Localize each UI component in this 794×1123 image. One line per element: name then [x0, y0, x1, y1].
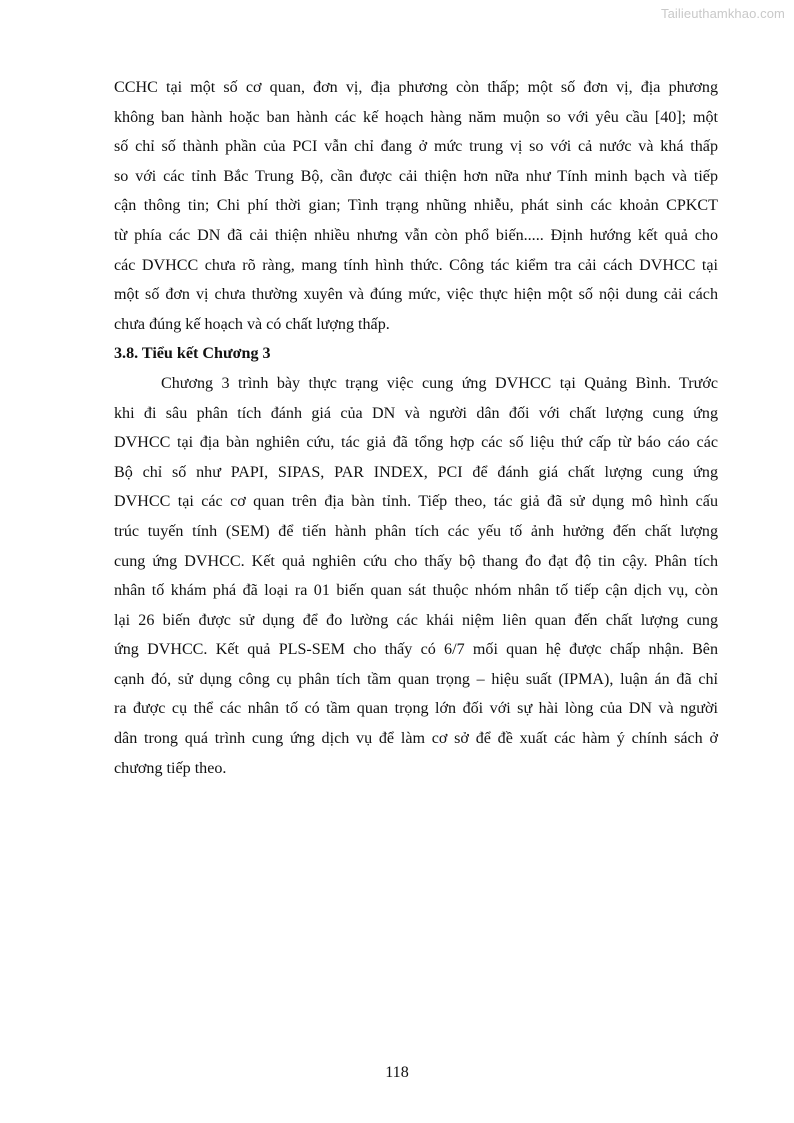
page-number: 118: [385, 1064, 409, 1081]
text-line: không ban hành hoặc ban hành các kế hoạch hàng năm muộn so với yêu cầu [40]; một: [114, 108, 718, 126]
page-body: [114, 73, 718, 783]
text-line: Bộ chỉ số như PAPI, SIPAS, PAR INDEX, PCI để đánh giá chất lượng cung ứng: [114, 463, 718, 481]
text-line: nhân tố khám phá đã loại ra 01 biến quan sát thuộc nhóm nhân tố tiếp cận dịch vụ, còn: [114, 582, 718, 600]
text-line: cạnh đó, sử dụng công cụ phân tích tầm quan trọng – hiệu suất (IPMA), luận án đã chỉ: [114, 670, 718, 688]
text-line: chưa đúng kế hoạch và có chất lượng thấp.: [114, 315, 390, 333]
text-line: chương tiếp theo.: [114, 759, 227, 777]
text-line: khi đi sâu phân tích đánh giá của DN và người dân đối với chất lượng cung ứng: [114, 404, 718, 422]
text-line: DVHCC tại địa bàn nghiên cứu, tác giả đã tổng hợp các số liệu thứ cấp từ báo cáo các: [114, 434, 718, 452]
watermark: Tailieuthamkhao.com: [660, 6, 785, 21]
text-line: lại 26 biến được sử dụng để đo lường các khái niệm liên quan đến chất lượng cung: [114, 611, 718, 629]
section-heading: 3.8. Tiểu kết Chương 3: [114, 345, 271, 363]
text-line: dân trong quá trình cung ứng dịch vụ để làm cơ sở để đề xuất các hàm ý chính sách ở: [114, 730, 718, 748]
text-line: ra được cụ thể các nhân tố có tầm quan trọng lớn đối với sự hài lòng của DN và người: [114, 700, 718, 718]
text-line: ứng DVHCC. Kết quả PLS-SEM cho thấy có 6/7 mối quan hệ được chấp nhận. Bên: [114, 641, 718, 659]
text-line: Chương 3 trình bày thực trạng việc cung ứng DVHCC tại Quảng Bình. Trước: [161, 374, 718, 392]
text-line: DVHCC tại các cơ quan trên địa bàn tỉnh. Tiếp theo, tác giả đã sử dụng mô hình cấu: [114, 493, 718, 511]
paragraph-continuation: [114, 73, 718, 339]
text-line: từ phía các DN đã cải thiện nhiều nhưng vẫn còn phổ biến..... Định hướng kết quả cho: [114, 226, 718, 244]
text-line: số chỉ số thành phần của PCI vẫn chỉ đang ở mức trung vị so với cả nước và khá thấp: [114, 138, 718, 156]
text-line: cận thông tin; Chi phí thời gian; Tình trạng nhũng nhiễu, phát sinh các khoản CPKCT: [114, 197, 718, 215]
text-line: cung ứng DVHCC. Kết quả nghiên cứu cho thấy bộ thang đo đạt độ tin cậy. Phân tích: [114, 552, 718, 570]
text-line: so với các tỉnh Bắc Trung Bộ, cần được cải thiện hơn nữa như Tính minh bạch và tiếp: [114, 167, 718, 185]
text-line: CCHC tại một số cơ quan, đơn vị, địa phương còn thấp; một số đơn vị, địa phương: [114, 79, 718, 96]
text-line: một số đơn vị chưa thường xuyên và đúng mức, việc thực hiện một số nội dung cải cách: [114, 286, 718, 304]
text-line: các DVHCC chưa rõ ràng, mang tính hình thức. Công tác kiểm tra cải cách DVHCC tại: [114, 256, 718, 274]
text-line: trúc tuyến tính (SEM) để tiến hành phân tích các yếu tố ảnh hưởng đến chất lượng: [114, 522, 718, 540]
paragraph-summary: [114, 369, 718, 783]
